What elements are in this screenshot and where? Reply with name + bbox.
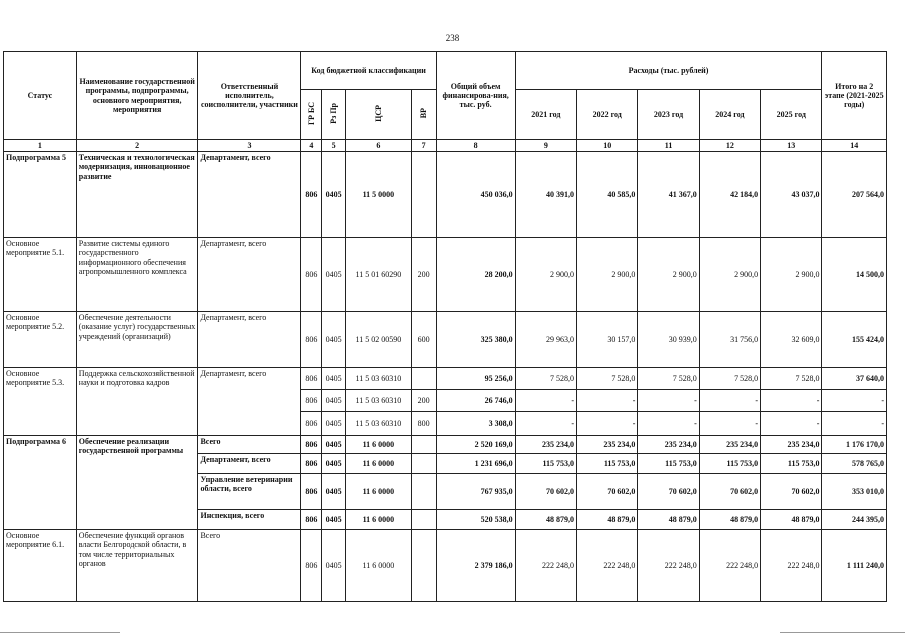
row-rzpr: 0405: [322, 152, 346, 238]
row-csr: 11 6 0000: [346, 530, 412, 602]
row-2025: -: [761, 390, 822, 412]
budget-table: [3, 51, 887, 602]
row-csr: 11 6 0000: [346, 454, 412, 474]
row-responsible: Департамент, всего: [198, 368, 301, 436]
row-2022: 222 248,0: [577, 530, 638, 602]
row-grbs: 806: [301, 312, 322, 368]
row-rzpr: 0405: [322, 454, 346, 474]
row-2024: 115 753,0: [699, 454, 760, 474]
header-csr: ЦСР: [373, 104, 383, 122]
col-num: 13: [761, 140, 822, 152]
col-num: 5: [322, 140, 346, 152]
table-row-measure-5-3: [4, 368, 887, 390]
row-csr: 11 5 03 60310: [346, 368, 412, 390]
row-responsible: Департамент, всего: [198, 238, 301, 312]
row-status: Основное мероприятие 5.1.: [4, 238, 77, 312]
row-2025: 235 234,0: [761, 436, 822, 454]
row-vr: [411, 474, 436, 510]
row-stage-total: 578 765,0: [822, 454, 887, 474]
row-stage-total: 244 395,0: [822, 510, 887, 530]
row-grbs: 806: [301, 436, 322, 454]
row-responsible: Всего: [198, 530, 301, 602]
row-grbs: 806: [301, 530, 322, 602]
row-2021: 235 234,0: [515, 436, 576, 454]
row-rzpr: 0405: [322, 312, 346, 368]
row-vr: [411, 510, 436, 530]
row-2025: 7 528,0: [761, 368, 822, 390]
header-expenses: Расходы (тыс. рублей): [515, 52, 822, 90]
header-vr: ВР: [419, 108, 429, 119]
row-vr: [411, 368, 436, 390]
row-rzpr: 0405: [322, 368, 346, 390]
row-2022: -: [577, 390, 638, 412]
col-num: 10: [577, 140, 638, 152]
row-responsible: Департамент, всего: [198, 152, 301, 238]
page-number: 238: [445, 33, 460, 43]
row-2024: -: [699, 412, 760, 436]
row-rzpr: 0405: [322, 436, 346, 454]
row-csr: 11 6 0000: [346, 510, 412, 530]
row-2021: -: [515, 390, 576, 412]
row-grbs: 806: [301, 510, 322, 530]
bottom-border-line: [0, 632, 120, 633]
row-total: 1 231 696,0: [436, 454, 515, 474]
row-stage-total: -: [822, 412, 887, 436]
row-csr: 11 5 03 60310: [346, 412, 412, 436]
row-2021: 70 602,0: [515, 474, 576, 510]
row-2023: 30 939,0: [638, 312, 699, 368]
row-2023: 115 753,0: [638, 454, 699, 474]
row-rzpr: 0405: [322, 390, 346, 412]
row-csr: 11 6 0000: [346, 436, 412, 454]
row-2022: -: [577, 412, 638, 436]
row-grbs: 806: [301, 454, 322, 474]
row-stage-total: 14 500,0: [822, 238, 887, 312]
row-stage-total: 1 111 240,0: [822, 530, 887, 602]
row-csr: 11 5 01 60290: [346, 238, 412, 312]
header-grbs: ГР БС: [306, 101, 316, 125]
row-2021: -: [515, 412, 576, 436]
col-num: 6: [346, 140, 412, 152]
row-status: Основное мероприятие 5.2.: [4, 312, 77, 368]
row-total: 3 308,0: [436, 412, 515, 436]
row-stage-total: 155 424,0: [822, 312, 887, 368]
row-total: 26 746,0: [436, 390, 515, 412]
row-stage-total: 1 176 170,0: [822, 436, 887, 454]
header-year-2022: 2022 год: [577, 90, 638, 140]
row-total: 520 538,0: [436, 510, 515, 530]
row-2022: 30 157,0: [577, 312, 638, 368]
row-2021: 7 528,0: [515, 368, 576, 390]
col-num: 12: [699, 140, 760, 152]
row-vr: [411, 530, 436, 602]
row-2023: 7 528,0: [638, 368, 699, 390]
row-2022: 48 879,0: [577, 510, 638, 530]
row-2024: 235 234,0: [699, 436, 760, 454]
row-csr: 11 5 03 60310: [346, 390, 412, 412]
row-vr: [411, 454, 436, 474]
row-2022: 40 585,0: [577, 152, 638, 238]
row-status: Основное мероприятие 5.3.: [4, 368, 77, 436]
header-stage-total: Итого на 2 этапе (2021-2025 годы): [822, 52, 887, 140]
table-row-subprogram-6: [4, 436, 887, 454]
col-num: 1: [4, 140, 77, 152]
row-total: 2 379 186,0: [436, 530, 515, 602]
header-year-2024: 2024 год: [699, 90, 760, 140]
row-name: Обеспечение функций органов власти Белгородской области, в том числе территориальных органов: [76, 530, 198, 602]
row-2023: 2 900,0: [638, 238, 699, 312]
row-vr: 600: [411, 312, 436, 368]
row-2024: 2 900,0: [699, 238, 760, 312]
table-row-subprogram-5: [4, 152, 887, 238]
header-year-2021: 2021 год: [515, 90, 576, 140]
row-stage-total: 37 640,0: [822, 368, 887, 390]
row-2023: 70 602,0: [638, 474, 699, 510]
col-num: 9: [515, 140, 576, 152]
row-2024: -: [699, 390, 760, 412]
row-2024: 42 184,0: [699, 152, 760, 238]
row-responsible: Департамент, всего: [198, 312, 301, 368]
row-2025: -: [761, 412, 822, 436]
row-2023: 41 367,0: [638, 152, 699, 238]
row-2021: 29 963,0: [515, 312, 576, 368]
row-responsible: Всего: [198, 436, 301, 454]
row-grbs: 806: [301, 238, 322, 312]
row-total: 450 036,0: [436, 152, 515, 238]
header-row-1: [4, 52, 887, 90]
row-total: 325 380,0: [436, 312, 515, 368]
row-2025: 32 609,0: [761, 312, 822, 368]
row-rzpr: 0405: [322, 510, 346, 530]
row-2021: 40 391,0: [515, 152, 576, 238]
row-2021: 115 753,0: [515, 454, 576, 474]
row-2023: 235 234,0: [638, 436, 699, 454]
row-total: 767 935,0: [436, 474, 515, 510]
row-grbs: 806: [301, 390, 322, 412]
row-2024: 222 248,0: [699, 530, 760, 602]
row-2023: 48 879,0: [638, 510, 699, 530]
row-2022: 115 753,0: [577, 454, 638, 474]
row-stage-total: 207 564,0: [822, 152, 887, 238]
row-2025: 70 602,0: [761, 474, 822, 510]
row-2022: 2 900,0: [577, 238, 638, 312]
row-vr: 200: [411, 390, 436, 412]
header-name: Наименование государственной программы, подпрограммы, основного мероприятия, мероприятия: [76, 52, 198, 140]
row-2024: 7 528,0: [699, 368, 760, 390]
row-grbs: 806: [301, 412, 322, 436]
row-csr: 11 6 0000: [346, 474, 412, 510]
header-status: Статус: [4, 52, 77, 140]
header-responsible: Ответственный исполнитель, соисполнители, участники: [198, 52, 301, 140]
row-rzpr: 0405: [322, 530, 346, 602]
col-num: 4: [301, 140, 322, 152]
row-vr: [411, 152, 436, 238]
row-2025: 48 879,0: [761, 510, 822, 530]
row-2023: -: [638, 390, 699, 412]
row-rzpr: 0405: [322, 412, 346, 436]
row-name: Обеспечение деятельности (оказание услуг) государственных учреждений (организаций): [76, 312, 198, 368]
row-vr: [411, 436, 436, 454]
row-2021: 2 900,0: [515, 238, 576, 312]
row-status: Подпрограмма 5: [4, 152, 77, 238]
row-2025: 115 753,0: [761, 454, 822, 474]
row-2024: 31 756,0: [699, 312, 760, 368]
row-stage-total: 353 010,0: [822, 474, 887, 510]
row-responsible: Управление ветеринарии области, всего: [198, 474, 301, 510]
row-total: 28 200,0: [436, 238, 515, 312]
col-num: 7: [411, 140, 436, 152]
row-rzpr: 0405: [322, 474, 346, 510]
table-row-measure-5-2: [4, 312, 887, 368]
header-budget-code: Код бюджетной классификации: [301, 52, 436, 90]
row-2021: 222 248,0: [515, 530, 576, 602]
row-status: Подпрограмма 6: [4, 436, 77, 530]
row-2025: 43 037,0: [761, 152, 822, 238]
row-status: Основное мероприятие 6.1.: [4, 530, 77, 602]
row-responsible: Департамент, всего: [198, 454, 301, 474]
row-rzpr: 0405: [322, 238, 346, 312]
row-2025: 222 248,0: [761, 530, 822, 602]
row-2025: 2 900,0: [761, 238, 822, 312]
row-name: Поддержка сельскохозяйственной науки и подготовка кадров: [76, 368, 198, 436]
row-name: Развитие системы единого государственного информационного обеспечения агропромышленного комплекса: [76, 238, 198, 312]
row-2022: 235 234,0: [577, 436, 638, 454]
column-number-row: [4, 140, 887, 152]
row-csr: 11 5 02 00590: [346, 312, 412, 368]
row-2024: 70 602,0: [699, 474, 760, 510]
row-2021: 48 879,0: [515, 510, 576, 530]
row-stage-total: -: [822, 390, 887, 412]
row-grbs: 806: [301, 152, 322, 238]
col-num: 3: [198, 140, 301, 152]
row-vr: 200: [411, 238, 436, 312]
row-name: Обеспечение реализации государственной программы: [76, 436, 198, 530]
table-row-measure-5-1: [4, 238, 887, 312]
col-num: 14: [822, 140, 887, 152]
header-year-2023: 2023 год: [638, 90, 699, 140]
row-2023: -: [638, 412, 699, 436]
header-rzpr: Рз Пр: [329, 103, 339, 124]
row-2024: 48 879,0: [699, 510, 760, 530]
row-name: Техническая и технологическая модернизация, инновационное развитие: [76, 152, 198, 238]
row-total: 95 256,0: [436, 368, 515, 390]
row-2023: 222 248,0: [638, 530, 699, 602]
header-total: Общий объем финансирова-ния, тыс. руб.: [436, 52, 515, 140]
row-total: 2 520 169,0: [436, 436, 515, 454]
bottom-border-line: [780, 632, 905, 633]
row-csr: 11 5 0000: [346, 152, 412, 238]
table-row-measure-6-1: [4, 530, 887, 602]
row-grbs: 806: [301, 368, 322, 390]
col-num: 2: [76, 140, 198, 152]
row-grbs: 806: [301, 474, 322, 510]
col-num: 11: [638, 140, 699, 152]
col-num: 8: [436, 140, 515, 152]
row-responsible: Инспекция, всего: [198, 510, 301, 530]
row-2022: 70 602,0: [577, 474, 638, 510]
row-2022: 7 528,0: [577, 368, 638, 390]
header-year-2025: 2025 год: [761, 90, 822, 140]
row-vr: 800: [411, 412, 436, 436]
